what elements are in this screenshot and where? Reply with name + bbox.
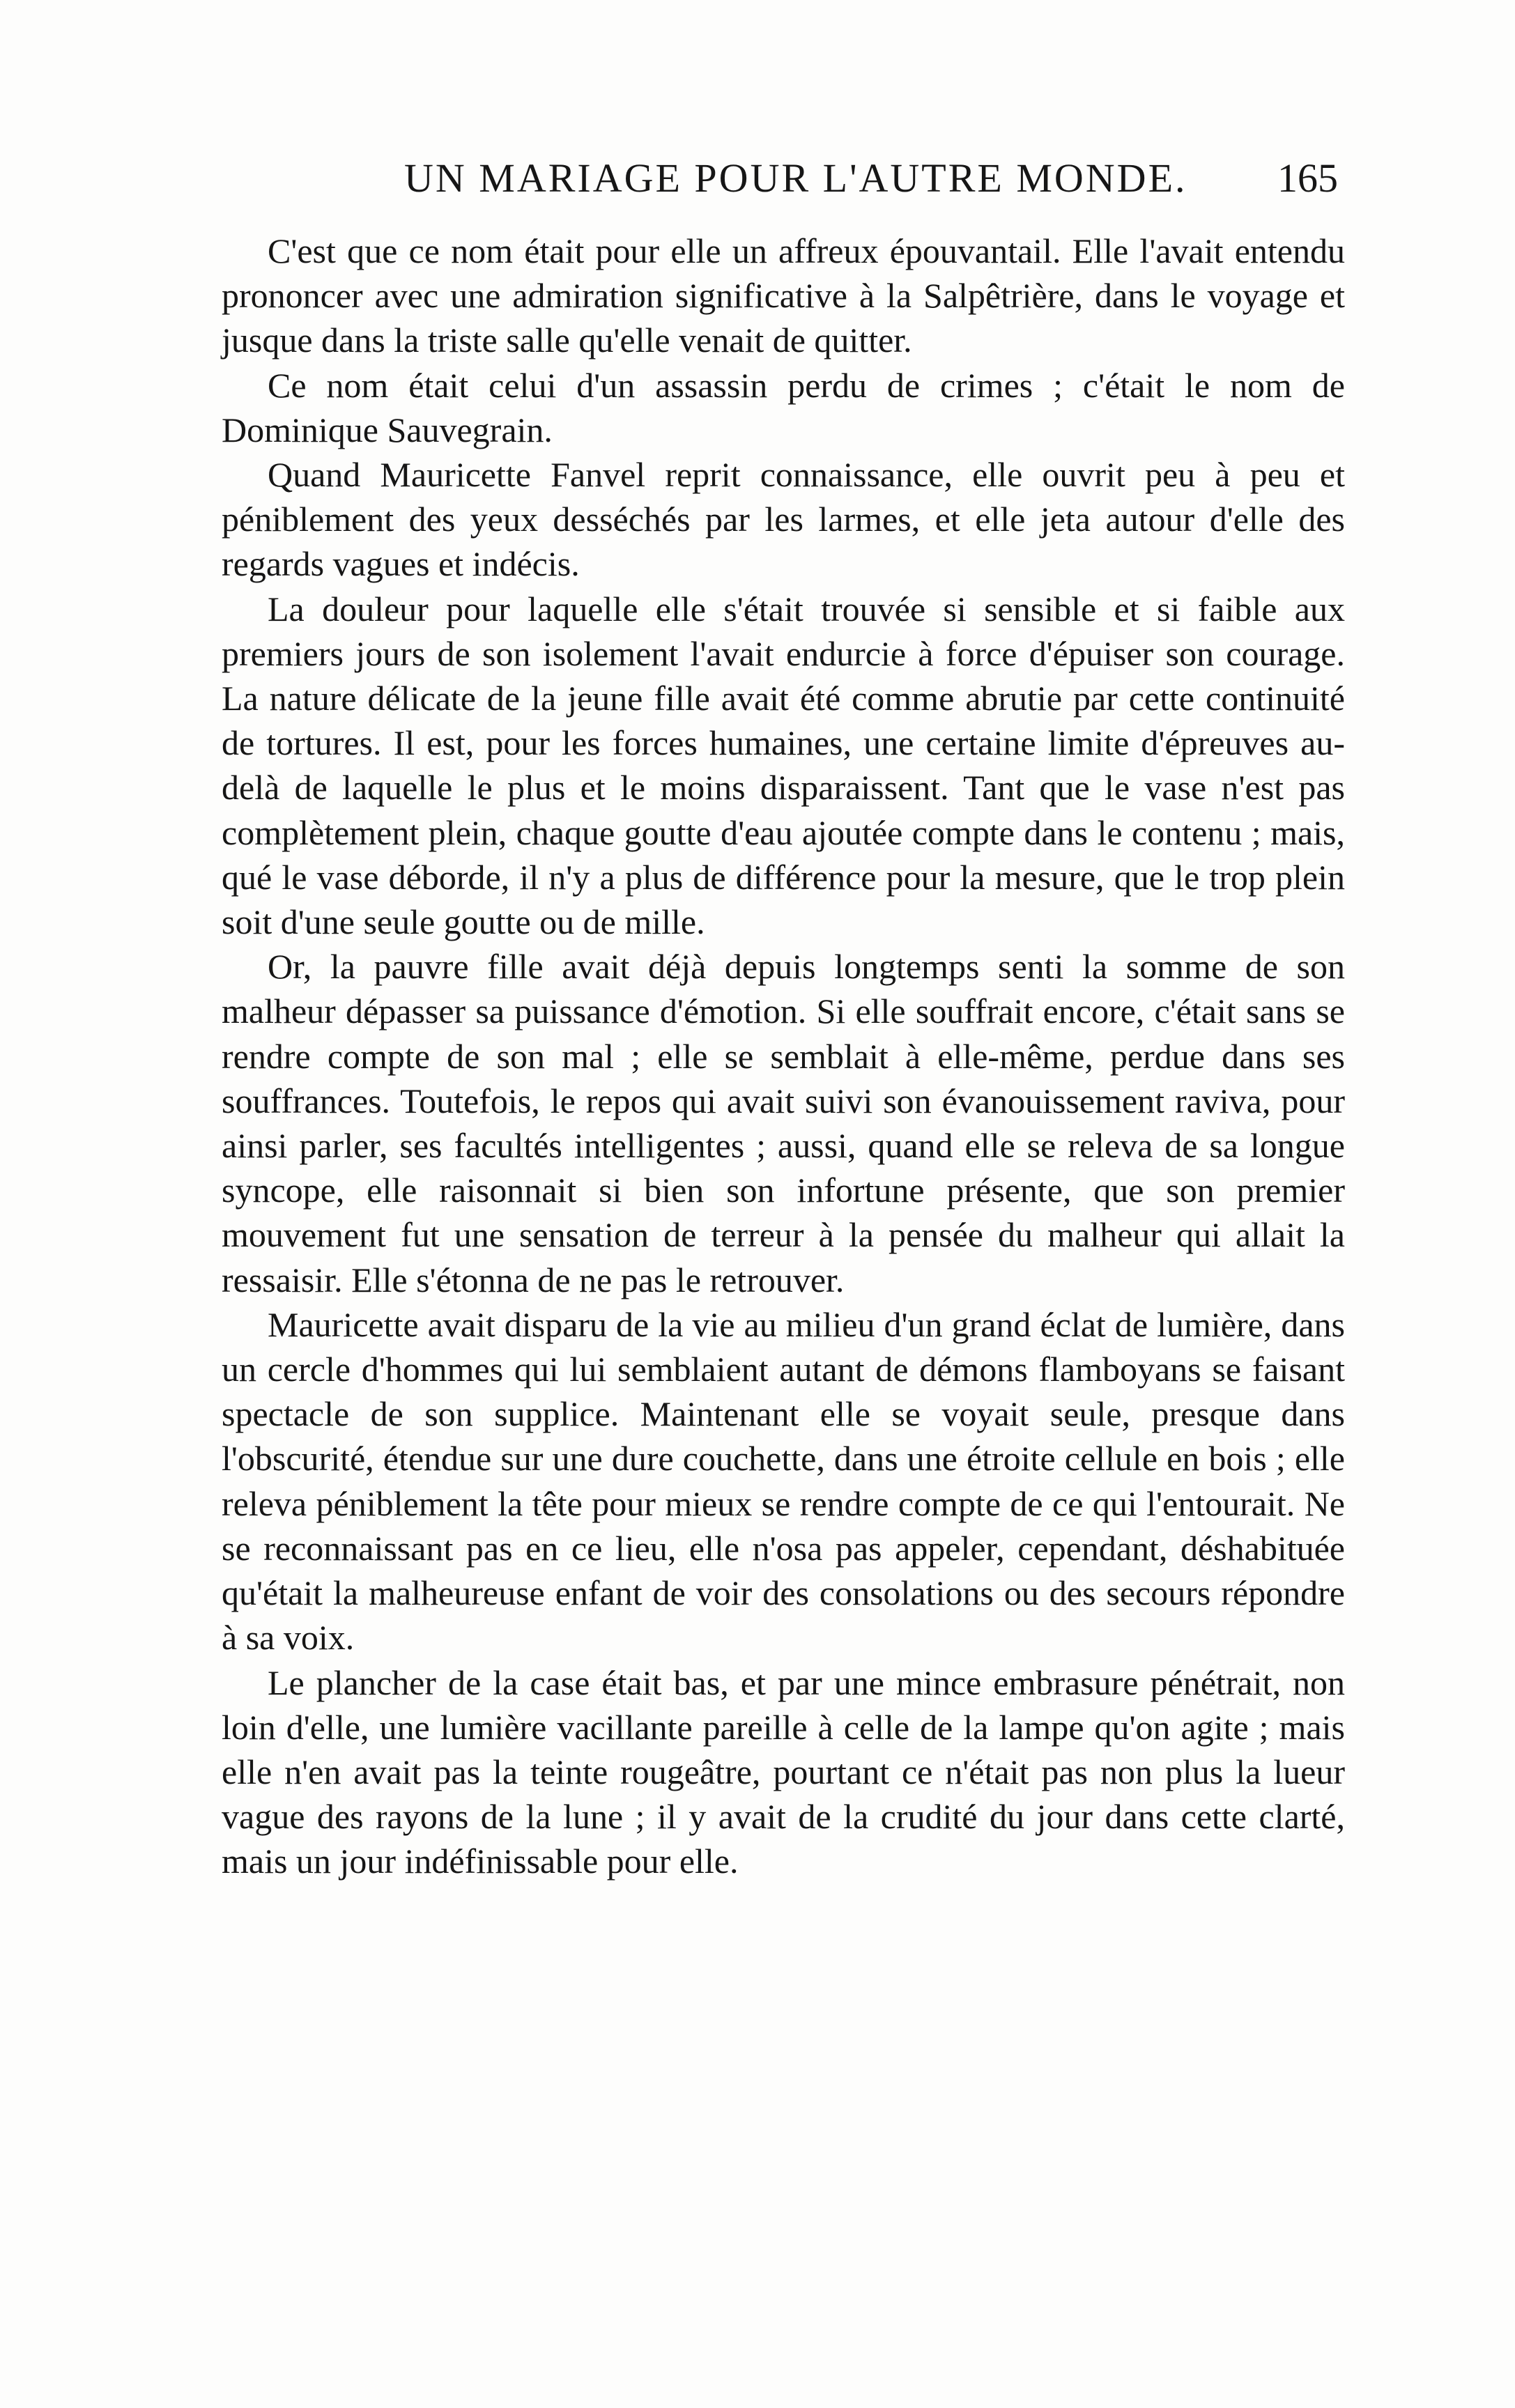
page-number: 165 [1277, 155, 1338, 201]
paragraph: Or, la pauvre fille avait déjà depuis longtemps senti la somme de son malheur dépasser sa puissance d'émotion. Si elle souffrait encore, c'était sans se rendre compte de son mal ; elle se semblait à elle-même, perdue dans ses souffrances. Toutefois, le repos qui avait suivi son évanouissement raviva, pour ainsi parler, ses facultés intelligentes ; aussi, quand elle se releva de sa longue syncope, elle raisonnait si bien son infortune présente, que son premier mouvement fut une sensation de terreur à la pensée du malheur qui allait la ressaisir. Elle s'étonna de ne pas le retrouver. [222, 947, 1345, 1299]
paragraph: Le plancher de la case était bas, et par une mince embrasure pénétrait, non loin d'elle, une lumière vacillante pareille à celle de la lampe qu'on agite ; mais elle n'en avait pas la teinte rougeâtre, pourtant ce n'était pas non plus la lueur vague des rayons de la lune ; il y avait de la crudité du jour dans cette clarté, mais un jour indéfinissable pour elle. [222, 1662, 1345, 1881]
running-title: UN MARIAGE POUR L'AUTRE MONDE. [404, 155, 1187, 201]
paragraph: Quand Mauricette Fanvel reprit connaissance, elle ouvrit peu à peu et péniblement des yeux desséchés par les larmes, et elle jeta autour d'elle des regards vagues et indécis. [222, 455, 1345, 584]
running-head [230, 155, 1338, 210]
paragraph: La douleur pour laquelle elle s'était trouvée si sensible et si faible aux premiers jours de son isolement l'avait endurcie à force d'épuiser son courage. La nature délicate de la jeune fille avait été comme abrutie par cette continuité de tortures. Il est, pour les forces humaines, une certaine limite d'épreuves au-delà de laquelle le plus et le moins disparaissent. Tant que le vase n'est pas complètement plein, chaque goutte d'eau ajoutée compte dans le contenu ; mais, qué le vase déborde, il n'y a plus de différence pour la mesure, que le trop plein soit d'une seule goutte ou de mille. [222, 589, 1345, 942]
paragraph: C'est que ce nom était pour elle un affreux épouvantail. Elle l'avait entendu prononcer avec une admiration significative à la Salpêtrière, dans le voyage et jusque dans la triste salle qu'elle venait de quitter. [222, 231, 1345, 360]
paragraph: Mauricette avait disparu de la vie au milieu d'un grand éclat de lumière, dans un cercle d'hommes qui lui semblaient autant de démons flamboyans se faisant spectacle de son supplice. Maintenant elle se voyait seule, presque dans l'obscurité, étendue sur une dure couchette, dans une étroite cellule en bois ; elle releva péniblement la tête pour mieux se rendre compte de ce qui l'entourait. Ne se reconnaissant pas en ce lieu, elle n'osa pas appeler, cependant, déshabituée qu'était la malheureuse enfant de voir des consolations ou des secours répondre à sa voix. [222, 1304, 1345, 1658]
paragraph: Ce nom était celui d'un assassin perdu de crimes ; c'était le nom de Dominique Sauvegrain. [222, 365, 1345, 449]
text-body [222, 229, 1345, 1884]
